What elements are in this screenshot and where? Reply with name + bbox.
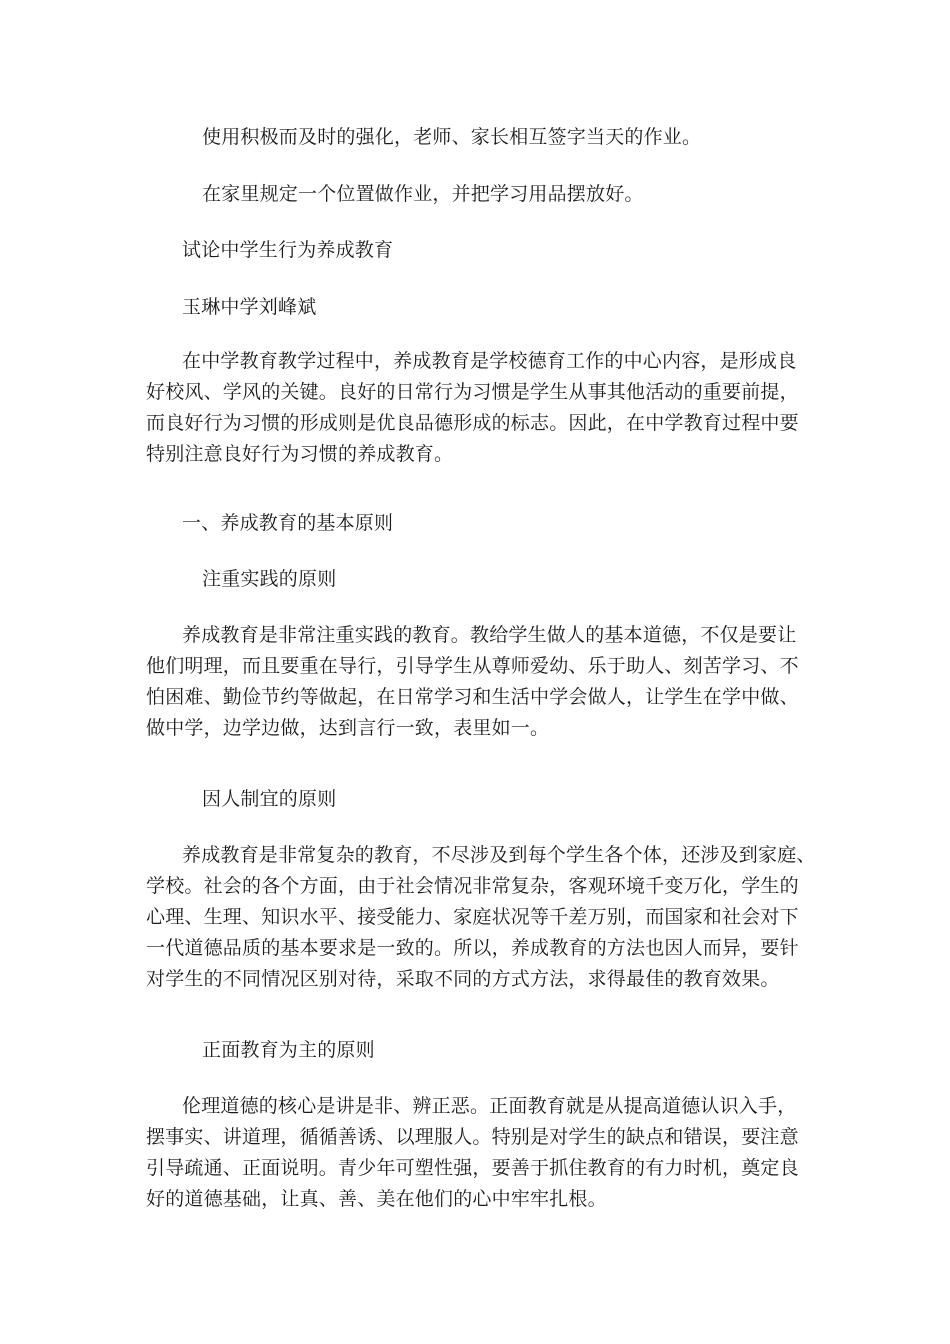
principle-paragraph — [146, 1091, 826, 1215]
intro-line: 在家里规定一个位置做作业，并把学习用品摆放好。 — [202, 183, 644, 205]
paragraph-line: 摆事实、讲道理，循循善诱、以理服人。特别是对学生的缺点和错误，要注意 — [146, 1126, 799, 1148]
paragraph-line: 特别注意良好行为习惯的养成教育。 — [146, 443, 454, 465]
principle-paragraph — [146, 620, 826, 744]
paragraph-line: 他们明理，而且要重在导行，引导学生从尊师爱幼、乐于助人、刻苦学习、不 — [146, 655, 799, 677]
principle-paragraph — [146, 840, 826, 995]
paragraph-line: 而良好行为习惯的形成则是优良品德形成的标志。因此，在中学教育过程中要 — [146, 412, 799, 434]
paragraph-line: 好校风、学风的关键。良好的日常行为习惯是学生从事其他活动的重要前提， — [146, 381, 799, 403]
intro-line: 使用积极而及时的强化，老师、家长相互签字当天的作业。 — [202, 126, 702, 148]
paragraph-line: 好的道德基础，让真、善、美在他们的心中牢牢扎根。 — [146, 1188, 607, 1210]
section-heading: 一、养成教育的基本原则 — [182, 512, 394, 534]
paragraph-line: 一代道德品质的基本要求是一致的。所以，养成教育的方法也因人而异，要针 — [146, 937, 799, 959]
document-title: 试论中学生行为养成教育 — [182, 239, 394, 261]
paragraph-intro — [146, 346, 826, 470]
paragraph-line: 对学生的不同情况区别对待，采取不同的方式方法，求得最佳的教育效果。 — [146, 968, 780, 990]
paragraph-line: 怕困难、勤俭节约等做起，在日常学习和生活中学会做人，让学生在学中做、 — [146, 686, 799, 708]
paragraph-line: 养成教育是非常注重实践的教育。教给学生做人的基本道德，不仅是要让 — [182, 624, 797, 646]
principle-heading: 因人制宜的原则 — [202, 788, 337, 810]
paragraph-line: 心理、生理、知识水平、接受能力、家庭状况等千差万别，而国家和社会对下 — [146, 906, 799, 928]
paragraph-line: 引导疏通、正面说明。青少年可塑性强，要善于抓住教育的有力时机，奠定良 — [146, 1157, 799, 1179]
paragraph-line: 养成教育是非常复杂的教育，不尽涉及到每个学生各个体，还涉及到家庭、 — [182, 844, 816, 866]
principle-heading: 注重实践的原则 — [202, 568, 337, 590]
paragraph-line: 学校。社会的各个方面，由于社会情况非常复杂，客观环境千变万化，学生的 — [146, 875, 799, 897]
paragraph-line: 做中学，边学边做，达到言行一致，表里如一。 — [146, 717, 550, 739]
document-author: 玉琳中学刘峰斌 — [182, 296, 317, 318]
paragraph-line: 伦理道德的核心是讲是非、辨正恶。正面教育就是从提高道德认识入手， — [182, 1095, 797, 1117]
principle-heading: 正面教育为主的原则 — [202, 1039, 375, 1061]
paragraph-line: 在中学教育教学过程中，养成教育是学校德育工作的中心内容，是形成良 — [182, 350, 797, 372]
